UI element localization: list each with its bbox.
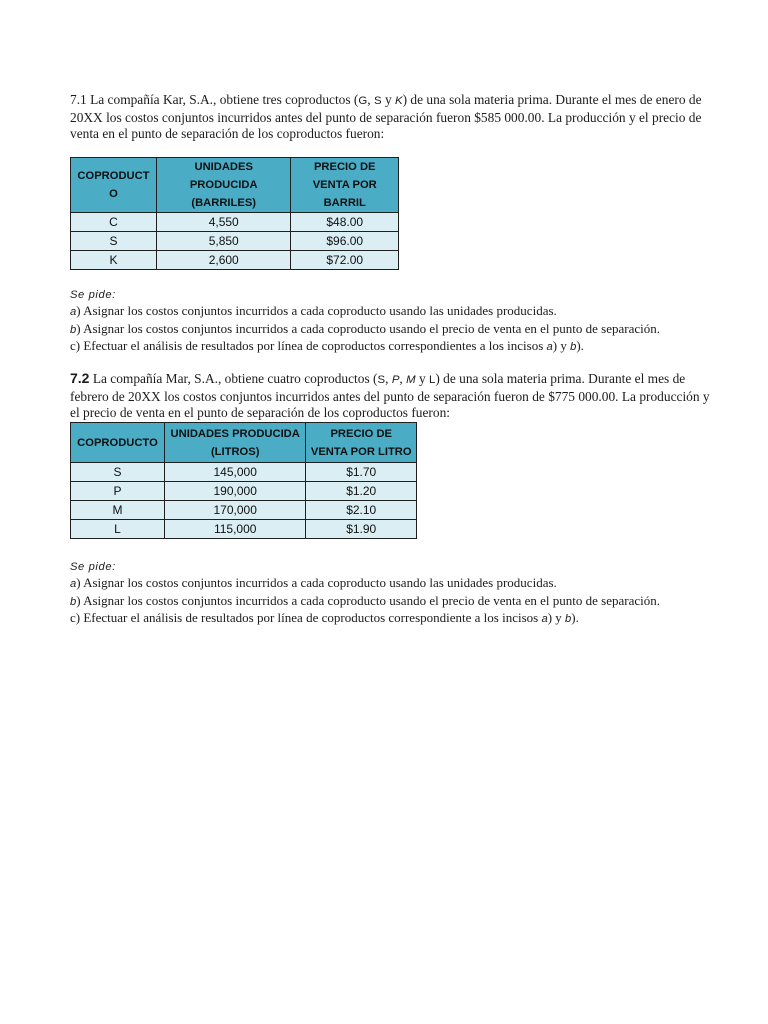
table-cell: $1.90: [306, 520, 417, 539]
table-cell: 2,600: [156, 251, 291, 270]
table-cell: 190,000: [164, 482, 305, 501]
table-row: [71, 213, 399, 232]
requirement-b: b) Asignar los costos conjuntos incurridos a cada coproducto usando el precio de venta en el punto de separación.: [70, 320, 660, 336]
coproducts-table-7-1: [70, 157, 399, 270]
requirements-list-7-2: [70, 575, 660, 628]
table-cell: K: [71, 251, 157, 270]
intro-text: ) de una sola materia prima. Durante el mes de enero de 20XX los costos conjuntos incurridos antes del punto de separación fueron $585 000.00. La producción y el precio de venta en el punto de separación de los coproductos fueron:: [70, 92, 702, 141]
problem-7-2-intro: 7.2 La compañía Mar, S.A., obtiene cuatro coproductos (S, P, M y L) de una sola materia prima. Durante el mes de febrero de 20XX los costos conjuntos incurridos antes del punto de separación fueron de $775 000.00. La producción y el precio de venta en el punto de separación de los coproductos fueron:: [70, 370, 710, 420]
column-header: COPRODUCTO: [71, 423, 165, 463]
table-row: [71, 501, 417, 520]
table-cell: L: [71, 520, 165, 539]
coproducts-table-7-2: [70, 422, 417, 539]
table-row: [71, 482, 417, 501]
conjunction-text: y: [381, 92, 395, 107]
table-cell: $72.00: [291, 251, 399, 270]
table-cell: 145,000: [164, 463, 305, 482]
table-cell: S: [71, 232, 157, 251]
coproduct-letter: G: [358, 95, 368, 107]
coproduct-letter: M: [406, 374, 416, 386]
table-cell: C: [71, 213, 157, 232]
coproduct-letter: K: [394, 95, 403, 107]
intro-text: La compañía Mar, S.A., obtiene cuatro coproductos (: [89, 371, 378, 386]
coproduct-letter: P: [391, 374, 400, 386]
coproduct-letter: S: [373, 95, 382, 107]
requirements-list-7-1: [70, 303, 660, 356]
table-cell: 4,550: [156, 213, 291, 232]
se-pide-label: Se pide:: [70, 561, 116, 573]
column-header: UNIDADES PRODUCIDA (LITROS): [164, 423, 305, 463]
table-cell: M: [71, 501, 165, 520]
se-pide-label: Se pide:: [70, 289, 116, 301]
table-cell: 170,000: [164, 501, 305, 520]
requirement-b: b) Asignar los costos conjuntos incurridos a cada coproducto usando el precio de venta en el punto de separación.: [70, 592, 660, 608]
requirement-c: c) Efectuar el análisis de resultados por línea de coproductos correspondientes a los incisos a) y b).: [70, 338, 584, 353]
requirement-a: a) Asignar los costos conjuntos incurridos a cada coproducto usando las unidades producidas.: [70, 303, 557, 318]
table-cell: $96.00: [291, 232, 399, 251]
table-cell: $1.70: [306, 463, 417, 482]
table-cell: $2.10: [306, 501, 417, 520]
coproduct-letter: L: [429, 374, 436, 386]
intro-text: ) de una sola materia prima. Durante el mes de febrero de 20XX los costos conjuntos incurridos antes del punto de separación fueron de $775 000.00. La producción y el precio de venta en el punto de separación de los coproductos fueron:: [70, 371, 710, 420]
separator-text: ,: [367, 92, 374, 107]
problem-number: 7.2: [70, 370, 90, 386]
table-row: [71, 520, 417, 539]
requirement-c: c) Efectuar el análisis de resultados por línea de coproductos correspondiente a los incisos a) y b).: [70, 610, 579, 625]
coproduct-letter: S: [377, 374, 386, 386]
column-header: PRECIO DE VENTA POR LITRO: [306, 423, 417, 463]
table-cell: 5,850: [156, 232, 291, 251]
table-cell: S: [71, 463, 165, 482]
column-header: PRECIO DE VENTA POR BARRIL: [291, 158, 399, 213]
table-cell: 115,000: [164, 520, 305, 539]
table-row: [71, 232, 399, 251]
column-header: COPRODUCT O: [71, 158, 157, 213]
table-cell: $48.00: [291, 213, 399, 232]
problem-7-1-intro: [70, 92, 710, 143]
table-cell: $1.20: [306, 482, 417, 501]
table-row: [71, 251, 399, 270]
table-cell: P: [71, 482, 165, 501]
table-row: [71, 463, 417, 482]
intro-text: 7.1 La compañía Kar, S.A., obtiene tres coproductos (: [70, 92, 359, 107]
requirement-a: a) Asignar los costos conjuntos incurridos a cada coproducto usando las unidades producidas.: [70, 575, 557, 590]
column-header: UNIDADES PRODUCIDA (BARRILES): [156, 158, 291, 213]
